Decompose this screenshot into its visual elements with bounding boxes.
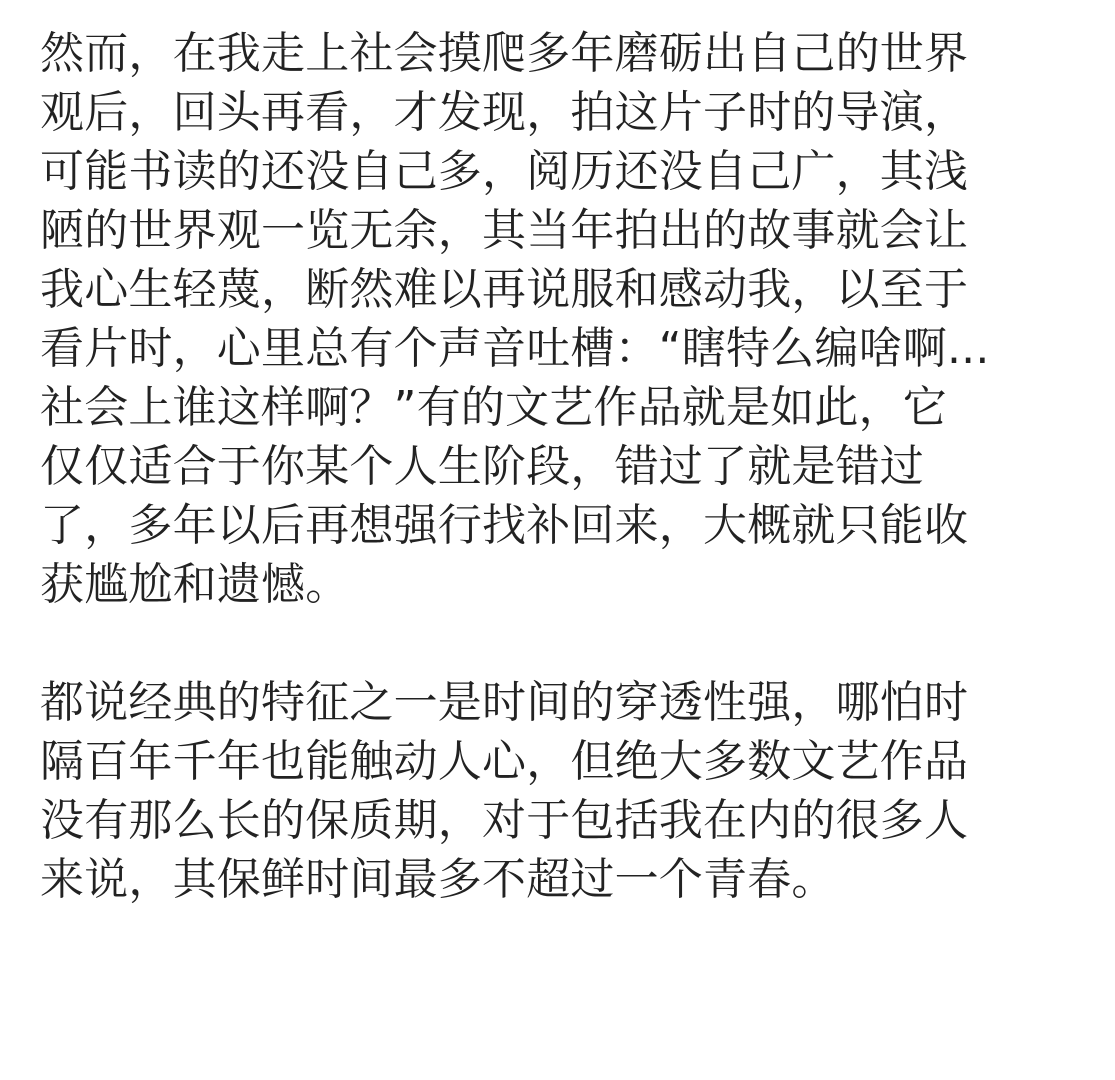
article-body — [40, 24, 1100, 909]
text-line: 来说，其保鲜时间最多不超过一个青春。 — [40, 854, 836, 905]
text-line: 没有那么长的保质期，对于包括我在内的很多人 — [40, 795, 969, 846]
text-line: 仅仅适合于你某个人生阶段，错过了就是错过 — [40, 441, 924, 492]
paragraph-1 — [40, 24, 1100, 614]
text-line: 观后，回头再看，才发现，拍这片子时的导演， — [40, 87, 969, 138]
text-line: 隔百年千年也能触动人心，但绝大多数文艺作品 — [40, 736, 969, 787]
text-line: 然而，在我走上社会摸爬多年磨砺出自己的世界 — [40, 28, 969, 79]
paragraph-2 — [40, 673, 1100, 909]
text-line: 了，多年以后再想强行找补回来，大概就只能收 — [40, 500, 969, 551]
text-line: 都说经典的特征之一是时间的穿透性强，哪怕时 — [40, 677, 969, 728]
text-line: 可能书读的还没自己多，阅历还没自己广，其浅 — [40, 146, 969, 197]
paragraph-spacer — [40, 614, 1100, 673]
text-line: 看片时，心里总有个声音吐槽：“瞎特么编啥啊... — [40, 323, 990, 374]
text-line: 获尴尬和遗憾。 — [40, 559, 350, 610]
text-line: 陋的世界观一览无余，其当年拍出的故事就会让 — [40, 205, 969, 256]
text-line: 我心生轻蔑，断然难以再说服和感动我，以至于 — [40, 264, 969, 315]
text-line: 社会上谁这样啊？”有的文艺作品就是如此，它 — [40, 382, 947, 433]
